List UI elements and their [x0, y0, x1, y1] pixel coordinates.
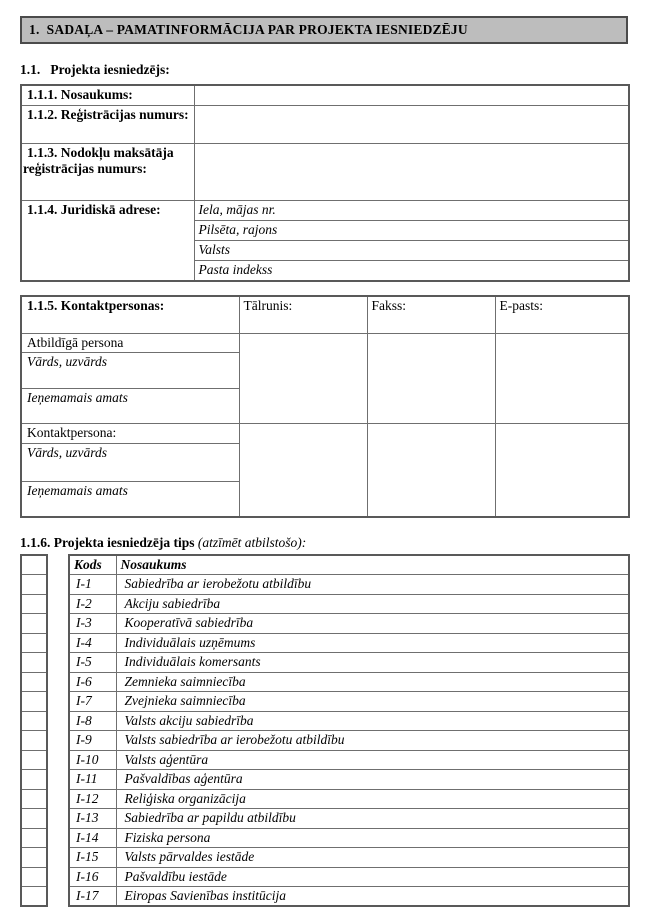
table-row	[21, 85, 629, 105]
type-name: Individuālais komersants	[116, 653, 629, 673]
checkbox-row	[21, 672, 47, 692]
type-code: I-8	[69, 711, 116, 731]
type-checkbox[interactable]	[21, 555, 47, 575]
input-responsible-email[interactable]	[495, 333, 629, 423]
type-code: I-11	[69, 770, 116, 790]
type-name: Kooperatīvā sabiedrība	[116, 614, 629, 634]
type-checkbox[interactable]	[21, 867, 47, 887]
type-checkbox[interactable]	[21, 633, 47, 653]
type-code: I-7	[69, 692, 116, 712]
input-address-postal-code[interactable]: Pasta indekss	[194, 260, 629, 281]
label-registracijas-numurs: 1.1.2. Reģistrācijas numurs:	[21, 105, 194, 143]
column-header-talrunis: Tālrunis:	[239, 296, 367, 333]
input-contact-phone[interactable]	[239, 423, 367, 517]
type-row	[69, 653, 629, 673]
type-row	[69, 575, 629, 595]
type-code: I-4	[69, 633, 116, 653]
checkbox-row	[21, 789, 47, 809]
type-code: I-3	[69, 614, 116, 634]
input-responsible-fax[interactable]	[367, 333, 495, 423]
type-checkbox[interactable]	[21, 594, 47, 614]
type-row	[69, 633, 629, 653]
input-nodoklu-numurs[interactable]	[194, 143, 629, 200]
column-header-nosaukums: Nosaukums	[116, 555, 629, 575]
type-row	[69, 672, 629, 692]
type-code: I-1	[69, 575, 116, 595]
checkbox-row	[21, 594, 47, 614]
type-title-note: (atzīmēt atbilstošo):	[197, 535, 307, 550]
input-registracijas-numurs[interactable]	[194, 105, 629, 143]
type-checkbox[interactable]	[21, 887, 47, 907]
type-name: Valsts aģentūra	[116, 750, 629, 770]
input-nosaukums[interactable]	[194, 85, 629, 105]
type-row	[69, 614, 629, 634]
type-code: I-2	[69, 594, 116, 614]
type-name: Sabiedrība ar papildu atbildību	[116, 809, 629, 829]
table-row	[21, 105, 629, 143]
type-code: I-14	[69, 828, 116, 848]
type-table-body	[69, 555, 629, 906]
type-code: I-9	[69, 731, 116, 751]
checkbox-row	[21, 867, 47, 887]
checkbox-row	[21, 653, 47, 673]
type-checkbox[interactable]	[21, 692, 47, 712]
label-nosaukums: 1.1.1. Nosaukums:	[21, 85, 194, 105]
table-row	[21, 143, 629, 200]
checkbox-row	[21, 887, 47, 907]
input-address-street[interactable]: Iela, mājas nr.	[194, 200, 629, 220]
label-nodoklu-numurs: 1.1.3. Nodokļu maksātāja reģistrācijas numurs:	[21, 143, 194, 200]
column-header-kods: Kods	[69, 555, 116, 575]
type-name: Akciju sabiedrība	[116, 594, 629, 614]
table-row	[21, 200, 629, 220]
input-address-country[interactable]: Valsts	[194, 240, 629, 260]
type-checkbox[interactable]	[21, 770, 47, 790]
type-table	[68, 554, 630, 907]
input-responsible-phone[interactable]	[239, 333, 367, 423]
type-checkbox[interactable]	[21, 848, 47, 868]
type-checkbox[interactable]	[21, 789, 47, 809]
type-header-row	[69, 555, 629, 575]
type-name: Pašvaldību iestāde	[116, 867, 629, 887]
type-row	[69, 731, 629, 751]
subsection-1-1-title: 1.1. Projekta iesniedzējs:	[20, 62, 170, 77]
section-1-header: 1. SADAĻA – PAMATINFORMĀCIJA PAR PROJEKTA IESNIEDZĒJU	[20, 16, 628, 44]
checkbox-column-body	[21, 555, 47, 906]
type-checkbox[interactable]	[21, 575, 47, 595]
table-row	[21, 333, 629, 352]
checkbox-row	[21, 575, 47, 595]
input-contact-email[interactable]	[495, 423, 629, 517]
type-code: I-5	[69, 653, 116, 673]
checkbox-row	[21, 809, 47, 829]
type-name: Reliģiska organizācija	[116, 789, 629, 809]
type-checkbox[interactable]	[21, 731, 47, 751]
checkbox-row	[21, 692, 47, 712]
type-name: Sabiedrība ar ierobežotu atbildību	[116, 575, 629, 595]
applicant-table	[20, 84, 630, 282]
checkbox-row	[21, 770, 47, 790]
type-row	[69, 594, 629, 614]
type-checkbox[interactable]	[21, 750, 47, 770]
checkbox-row	[21, 750, 47, 770]
subsection-1-1-6-title	[20, 535, 628, 551]
type-title-bold: 1.1.6. Projekta iesniedzēja tips	[20, 535, 198, 550]
type-row	[69, 809, 629, 829]
type-name: Pašvaldības aģentūra	[116, 770, 629, 790]
type-checkbox[interactable]	[21, 672, 47, 692]
type-row	[69, 848, 629, 868]
type-code: I-6	[69, 672, 116, 692]
type-code: I-13	[69, 809, 116, 829]
type-code: I-10	[69, 750, 116, 770]
type-checkbox[interactable]	[21, 711, 47, 731]
type-row	[69, 692, 629, 712]
contacts-header-row	[21, 296, 629, 333]
label-responsible-name[interactable]: Vārds, uzvārds	[21, 352, 239, 388]
checkbox-row	[21, 555, 47, 575]
column-header-epasts: E-pasts:	[495, 296, 629, 333]
type-code: I-16	[69, 867, 116, 887]
checkbox-row	[21, 633, 47, 653]
type-row	[69, 789, 629, 809]
label-contact-position[interactable]: Ieņemamais amats	[21, 481, 239, 517]
type-code: I-15	[69, 848, 116, 868]
type-name: Individuālais uzņēmums	[116, 633, 629, 653]
label-kontaktpersonas: 1.1.5. Kontaktpersonas:	[21, 296, 239, 333]
type-row	[69, 887, 629, 907]
checkbox-row	[21, 614, 47, 634]
table-row	[21, 423, 629, 443]
checkbox-row	[21, 711, 47, 731]
label-kontaktpersona: Kontaktpersona:	[21, 423, 239, 443]
type-name: Fiziska persona	[116, 828, 629, 848]
type-name: Valsts akciju sabiedrība	[116, 711, 629, 731]
type-checkbox-column	[20, 554, 48, 907]
type-row	[69, 770, 629, 790]
label-responsible-position[interactable]: Ieņemamais amats	[21, 388, 239, 423]
input-address-city[interactable]: Pilsēta, rajons	[194, 220, 629, 240]
checkbox-row	[21, 848, 47, 868]
type-code: I-17	[69, 887, 116, 907]
type-checkbox[interactable]	[21, 828, 47, 848]
input-contact-fax[interactable]	[367, 423, 495, 517]
type-name: Zvejnieka saimniecība	[116, 692, 629, 712]
type-checkbox[interactable]	[21, 809, 47, 829]
type-checkbox[interactable]	[21, 614, 47, 634]
type-name: Zemnieka saimniecība	[116, 672, 629, 692]
column-header-fakss: Fakss:	[367, 296, 495, 333]
type-selection-area	[20, 554, 628, 907]
type-row	[69, 750, 629, 770]
label-contact-name[interactable]: Vārds, uzvārds	[21, 443, 239, 481]
type-code: I-12	[69, 789, 116, 809]
contacts-table	[20, 295, 630, 518]
type-row	[69, 867, 629, 887]
checkbox-row	[21, 731, 47, 751]
type-row	[69, 711, 629, 731]
type-name: Eiropas Savienības institūcija	[116, 887, 629, 907]
type-name: Valsts sabiedrība ar ierobežotu atbildību	[116, 731, 629, 751]
type-checkbox[interactable]	[21, 653, 47, 673]
checkbox-row	[21, 828, 47, 848]
type-row	[69, 828, 629, 848]
label-juridiska-adrese: 1.1.4. Juridiskā adrese:	[21, 200, 194, 281]
label-atbildiga-persona: Atbildīgā persona	[21, 333, 239, 352]
type-name: Valsts pārvaldes iestāde	[116, 848, 629, 868]
